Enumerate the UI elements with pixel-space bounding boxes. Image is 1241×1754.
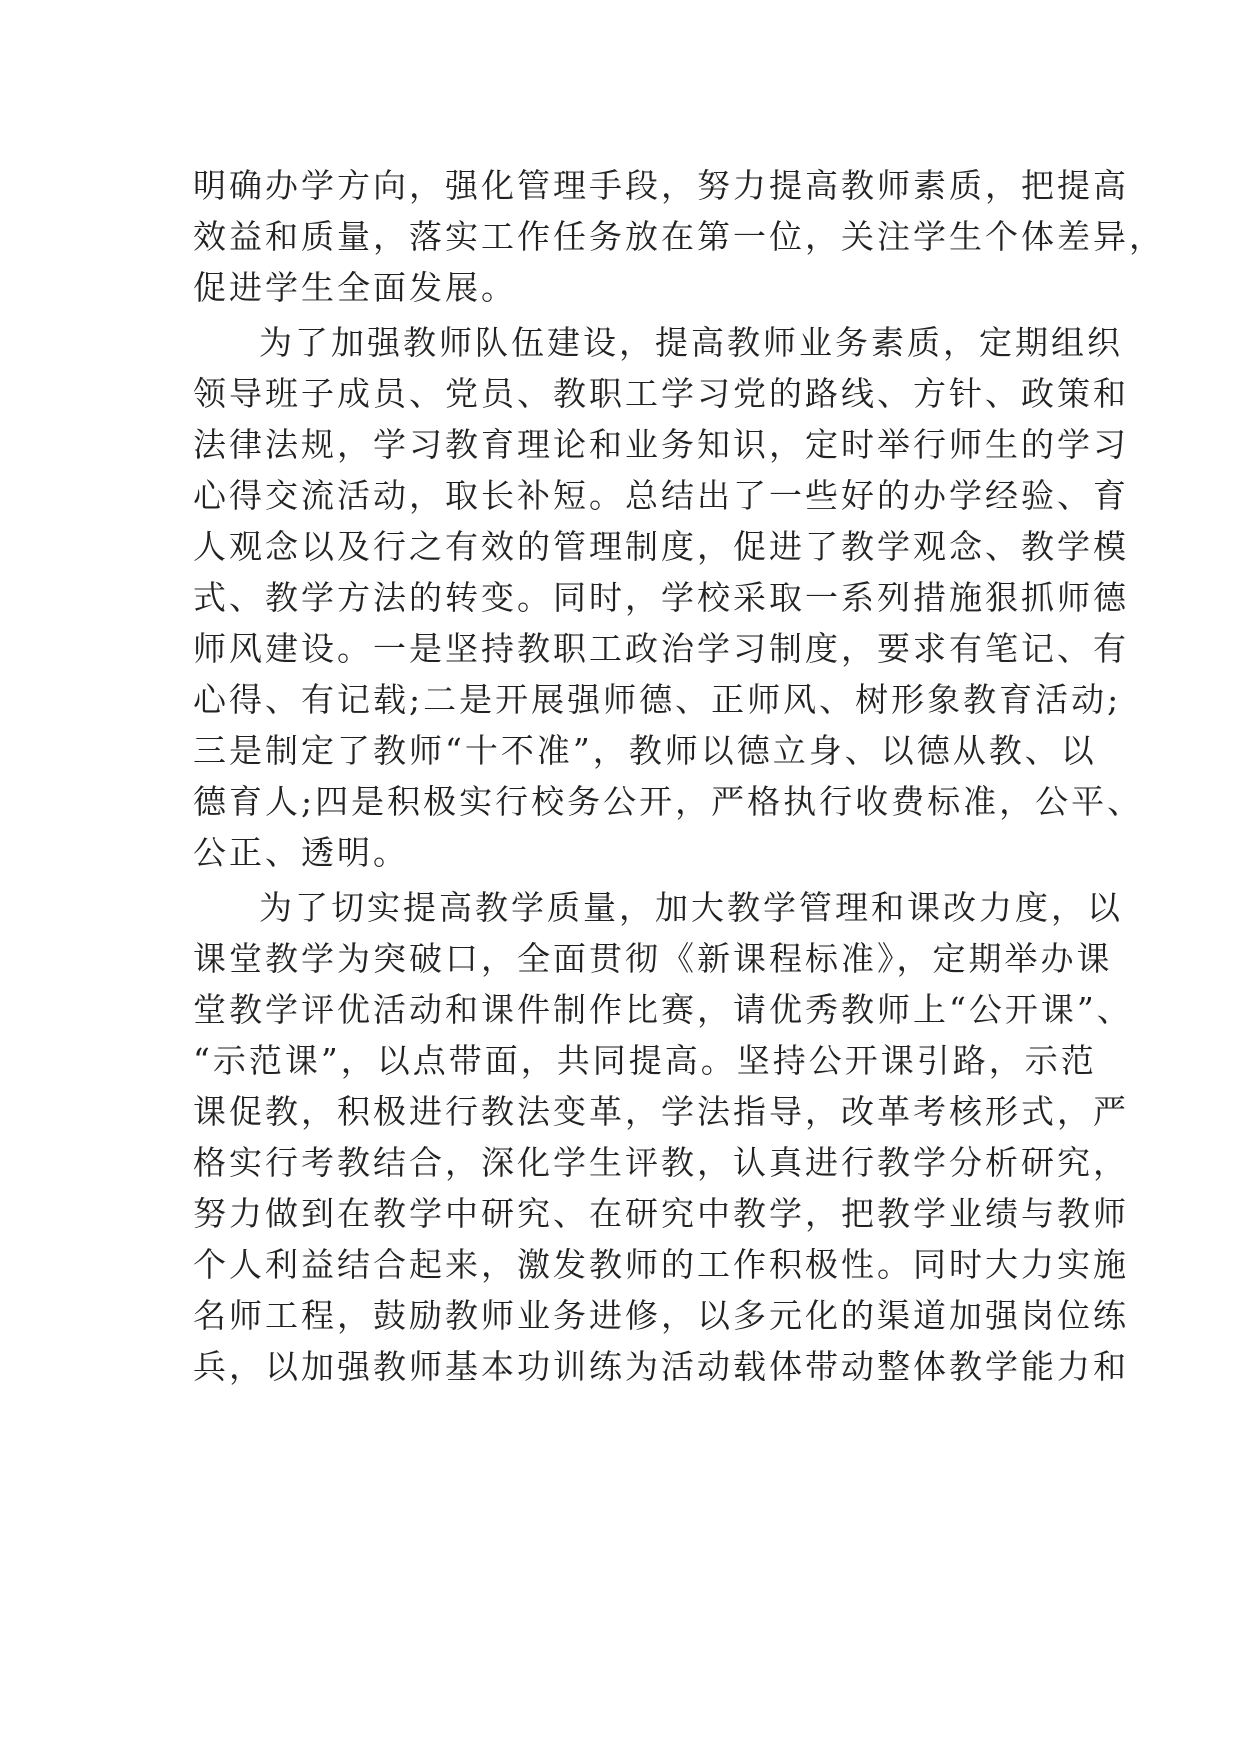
- text-line: 式、教学方法的转变。同时，学校采取一系列措施狠抓师德: [193, 578, 1129, 617]
- text-line: 心得、有记载;二是开展强师德、正师风、树形象教育活动;: [193, 680, 1122, 719]
- text-line: 德育人;四是积极实行校务公开，严格执行收费标准，公平、: [193, 782, 1144, 821]
- text-line: 名师工程，鼓励教师业务进修，以多元化的渠道加强岗位练: [193, 1296, 1129, 1335]
- text-line: 为了加强教师队伍建设，提高教师业务素质，定期组织: [259, 323, 1123, 362]
- text-line: 格实行考教结合，深化学生评教，认真进行教学分析研究，: [193, 1143, 1129, 1182]
- text-line: 公正、透明。: [193, 833, 409, 872]
- text-line: 师风建设。一是坚持教职工政治学习制度，要求有笔记、有: [193, 629, 1129, 668]
- text-line: 努力做到在教学中研究、在研究中教学，把教学业绩与教师: [193, 1194, 1129, 1233]
- text-line: 为了切实提高教学质量，加大教学管理和课改力度，以: [259, 888, 1123, 927]
- text-line: 兵，以加强教师基本功训练为活动载体带动整体教学能力和: [193, 1347, 1129, 1386]
- text-line: “示范课”，以点带面，共同提高。坚持公开课引路，示范: [193, 1041, 1097, 1080]
- body-text: [193, 160, 1165, 1392]
- text-line: 明确办学方向，强化管理手段，努力提高教师素质，把提高: [193, 166, 1129, 205]
- text-line: 课促教，积极进行教法变革，学法指导，改革考核形式，严: [193, 1092, 1129, 1131]
- paragraph-1: [193, 160, 1165, 313]
- text-line: 人观念以及行之有效的管理制度，促进了教学观念、教学模: [193, 527, 1129, 566]
- text-line: 堂教学评优活动和课件制作比赛，请优秀教师上“公开课”、: [193, 990, 1133, 1029]
- paragraph-3: [193, 882, 1133, 1392]
- text-line: 领导班子成员、党员、教职工学习党的路线、方针、政策和: [193, 374, 1129, 413]
- text-line: 法律法规，学习教育理论和业务知识，定时举行师生的学习: [193, 425, 1129, 464]
- paragraph-2: [193, 317, 1144, 878]
- text-line: 三是制定了教师“十不准”，教师以德立身、以德从教、以: [193, 731, 1097, 770]
- text-line: 个人利益结合起来，激发教师的工作积极性。同时大力实施: [193, 1245, 1129, 1284]
- text-line: 课堂教学为突破口，全面贯彻《新课程标准》，定期举办课: [193, 939, 1113, 978]
- text-line: 促进学生全面发展。: [193, 268, 517, 307]
- text-line: 心得交流活动，取长补短。总结出了一些好的办学经验、育: [193, 476, 1129, 515]
- text-line: 效益和质量，落实工作任务放在第一位，关注学生个体差异，: [193, 217, 1165, 256]
